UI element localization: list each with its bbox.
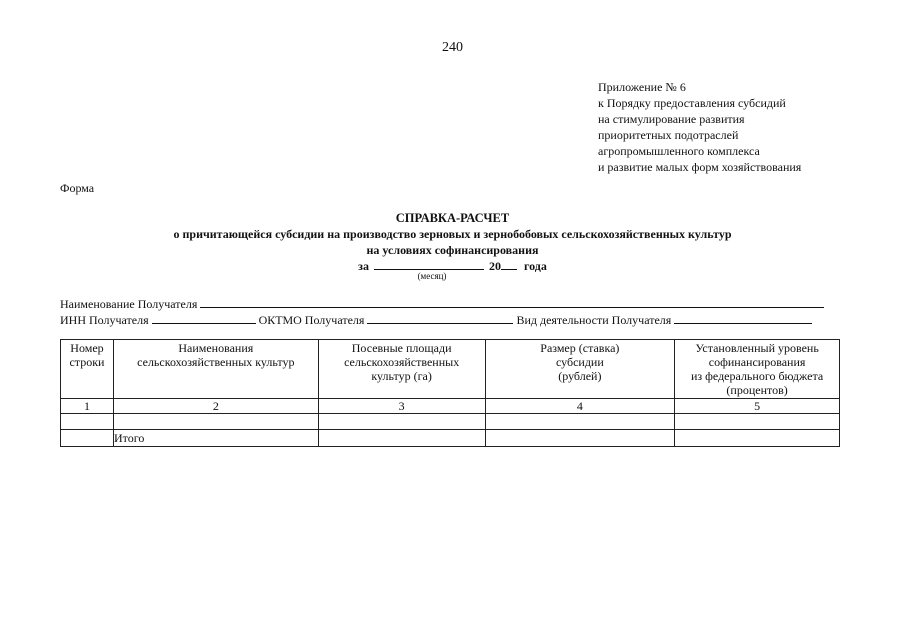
recipient-name-blank[interactable] <box>200 296 824 308</box>
header-text: Номер <box>70 341 104 355</box>
table-row <box>61 414 840 430</box>
table-cell[interactable] <box>485 430 675 447</box>
header-row-number <box>61 340 114 399</box>
header-text: Посевные площади <box>351 341 452 355</box>
subsidy-table <box>60 339 840 447</box>
table-cell[interactable] <box>485 414 675 430</box>
table-cell[interactable] <box>675 430 840 447</box>
header-text: (рублей) <box>558 369 602 383</box>
header-text: из федерального бюджета <box>690 369 824 383</box>
oktmo-blank[interactable] <box>367 312 513 324</box>
recipient-codes-row <box>60 312 840 328</box>
recipient-name-row <box>60 296 840 312</box>
appendix-line: и развитие малых форм хозяйствования <box>598 160 802 174</box>
appendix-line: к Порядку предоставления субсидий <box>598 96 786 110</box>
table-cell[interactable] <box>318 430 485 447</box>
header-text: (процентов) <box>726 383 788 397</box>
column-number-row <box>61 399 840 414</box>
appendix-note <box>598 79 888 175</box>
appendix-line: Приложение № 6 <box>598 80 686 94</box>
table-cell[interactable] <box>675 414 840 430</box>
appendix-line: приоритетных подотраслей <box>598 128 739 142</box>
table-cell[interactable] <box>113 414 318 430</box>
month-note: (месяц) <box>417 271 447 281</box>
table-cell[interactable] <box>318 414 485 430</box>
header-text: субсидии <box>555 355 604 369</box>
header-text: сельскохозяйственных культур <box>137 355 295 369</box>
title-line-subject: о причитающейся субсидии на производство зерновых и зернобобовых сельскохозяйственных культур <box>173 227 732 241</box>
period-prefix: за <box>358 259 369 273</box>
header-sown-area <box>318 340 485 399</box>
activity-label: Вид деятельности Получателя <box>516 313 672 327</box>
page-number: 240 <box>442 40 463 55</box>
appendix-line: на стимулирование развития <box>598 112 745 126</box>
table-header-row <box>61 340 840 399</box>
header-text: софинансирования <box>708 355 806 369</box>
header-crop-name <box>113 340 318 399</box>
column-number: 3 <box>318 399 485 414</box>
form-label: Форма <box>60 181 95 195</box>
month-blank[interactable] <box>374 259 484 270</box>
column-number: 2 <box>113 399 318 414</box>
oktmo-label: ОКТМО Получателя <box>258 313 365 327</box>
recipient-name-label: Наименование Получателя <box>60 297 198 311</box>
activity-blank[interactable] <box>674 312 812 324</box>
column-number: 5 <box>675 399 840 414</box>
column-number: 1 <box>61 399 114 414</box>
header-text: сельскохозяйственных <box>344 355 460 369</box>
document-title <box>0 210 905 274</box>
total-label: Итого <box>113 430 318 447</box>
period-suffix: года <box>523 259 547 273</box>
year-blank[interactable] <box>501 259 517 270</box>
total-row <box>61 430 840 447</box>
header-text: Установленный уровень <box>695 341 819 355</box>
header-cofinancing-level <box>675 340 840 399</box>
header-text: Наименования <box>178 341 254 355</box>
header-text: Размер (ставка) <box>540 341 620 355</box>
column-number: 4 <box>485 399 675 414</box>
table-cell <box>61 430 114 447</box>
appendix-line: агропромышленного комплекса <box>598 144 760 158</box>
inn-label: ИНН Получателя <box>60 313 149 327</box>
title-line-main: СПРАВКА-РАСЧЕТ <box>395 211 510 225</box>
header-subsidy-rate <box>485 340 675 399</box>
table-cell[interactable] <box>61 414 114 430</box>
header-text: культур (га) <box>371 369 432 383</box>
header-text: строки <box>69 355 105 369</box>
inn-blank[interactable] <box>152 312 256 324</box>
period-year: 20 <box>488 259 501 273</box>
title-line-conditions: на условиях софинансирования <box>366 243 539 257</box>
